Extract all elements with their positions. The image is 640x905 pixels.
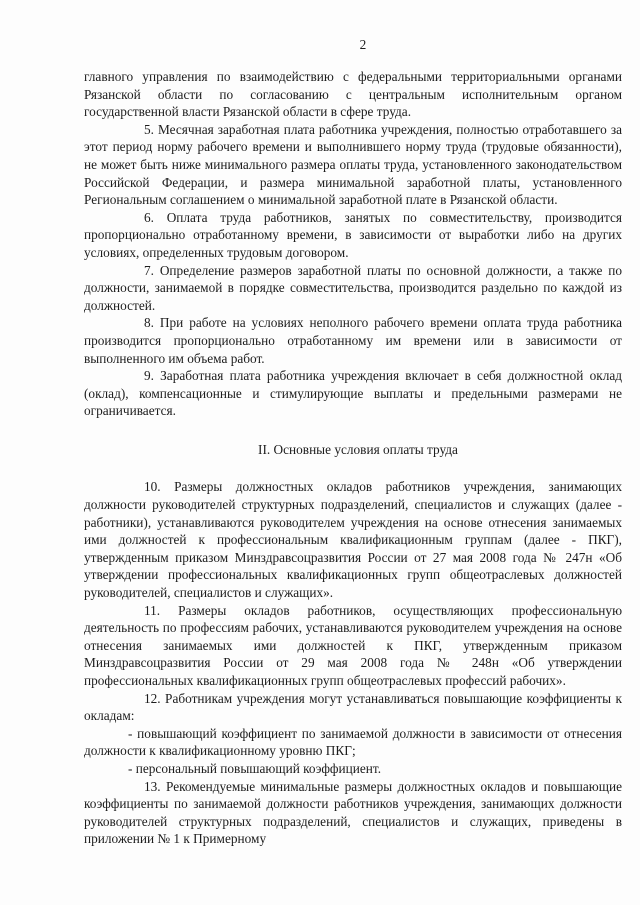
paragraph-7: 7. Определение размеров заработной платы по основной должности, а также по должности, занимаемой в порядке совместительства, производится раздельно по каждой из должностей. — [84, 262, 622, 313]
paragraph-12-item-2: - персональный повышающий коэффициент. — [128, 760, 382, 776]
paragraph-5: 5. Месячная заработная плата работника учреждения, полностью отработавшего за этот период норму рабочего времени и выполнившего норму труда (трудовые обязанности), не может быть ниже минимального размера оплаты труда, установленного законодательством Российской Федерации, и размера минимальной заработной платы, установленного Региональным соглашением о минимальной заработной плате в Рязанской области. — [84, 121, 622, 208]
paragraph-9: 9. Заработная плата работника учреждения включает в себя должностной оклад (оклад), компенсационные и стимулирующие выплаты и предельными размерами не ограничивается. — [84, 368, 622, 419]
page-number: 2 — [359, 37, 367, 52]
paragraphs-top — [84, 68, 622, 420]
paragraph-11: 11. Размеры окладов работников, осуществляющих профессиональную деятельность по профессиям рабочих, устанавливаются руководителем учреждения на основе отнесения занимаемых ими должностей к ПКГ, утвержденным приказом Минздравсоцразвития России от 29 мая 2008 года № 248н «Об утверждении профессиональных квалификационных групп общеотраслевых профессий рабочих». — [84, 602, 622, 688]
paragraph-13: 13. Рекомендуемые минимальные размеры должностных окладов и повышающие коэффициенты по занимаемой должности работников учреждения, занимающих должности руководителей структурных подразделений, специалистов и служащих, приведены в приложении № 1 к Примерному — [84, 778, 622, 847]
paragraph-6: 6. Оплата труда работников, занятых по совместительству, производится пропорционально отработанному времени, в зависимости от выработки либо на других условиях, определенных трудовым договором. — [84, 209, 622, 260]
paragraphs-bottom — [84, 478, 622, 847]
paragraph-10: 10. Размеры должностных окладов работников учреждения, занимающих должности руководителей структурных подразделений, специалистов и служащих (далее - работники), устанавливаются руководителем учреждения на основе отнесения занимаемых ими должностей к профессиональным квалификационным группам (далее - ПКГ), утвержденным приказом Минздравсоцразвития России от 27 мая 2008 года № 247н «Об утверждении профессиональных квалификационных групп общеотраслевых должностей руководителей, специалистов и служащих». — [84, 479, 622, 601]
paragraph-4-continuation: главного управления по взаимодействию с федеральными территориальными органами Рязанской области по согласованию с центральным исполнительным органом государственной власти Рязанской области в сфере труда. — [84, 69, 622, 120]
paragraph-12: 12. Работникам учреждения могут устанавливаться повышающие коэффициенты к окладам: — [84, 690, 622, 724]
paragraph-8: 8. При работе на условиях неполного рабочего времени оплата труда работника производится пропорционально отработанному им времени или в зависимости от выполненного им объема работ. — [84, 315, 622, 366]
paragraph-12-item-1: - повышающий коэффициент по занимаемой должности в зависимости от отнесения должности к квалификационному уровню ПКГ; — [84, 725, 622, 759]
section-title: II. Основные условия оплаты труда — [258, 441, 458, 457]
